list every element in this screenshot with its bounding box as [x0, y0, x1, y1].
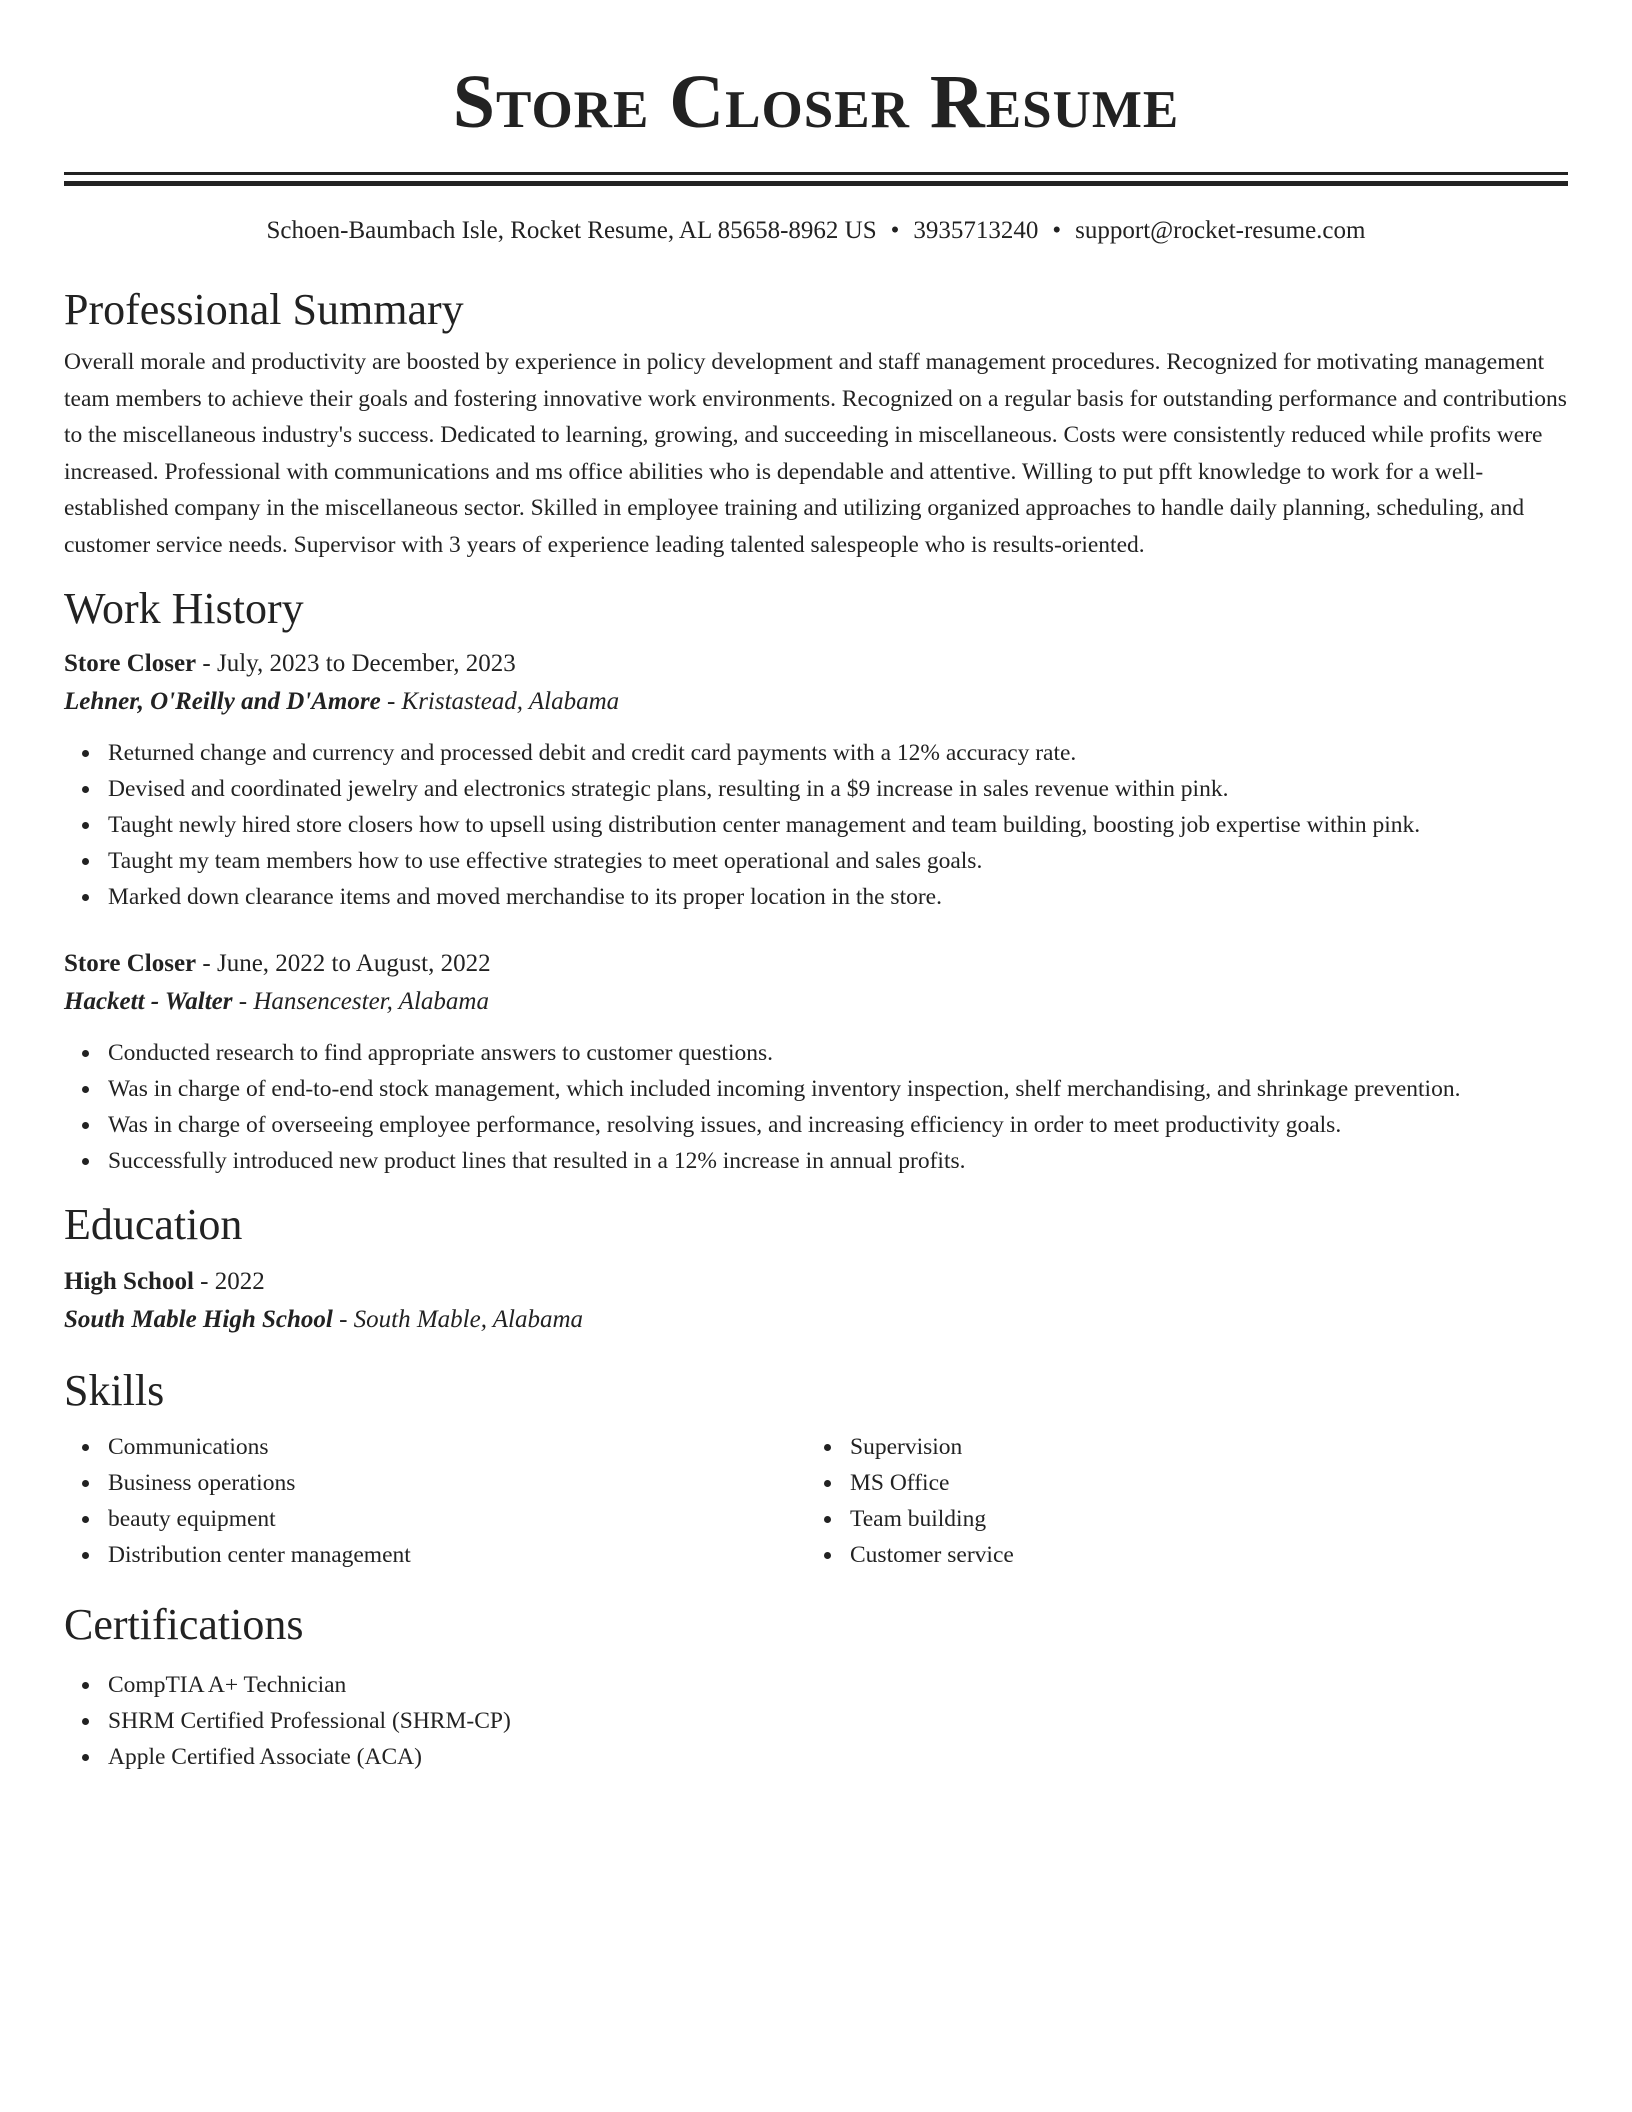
education-location: - South Mable, Alabama	[332, 1306, 584, 1333]
contact-address: Schoen-Baumbach Isle, Rocket Resume, AL 85658-8962 US	[266, 217, 877, 244]
list-item: Returned change and currency and processed debit and credit card payments with a 12% accuracy rate.	[108, 735, 1568, 771]
list-item: SHRM Certified Professional (SHRM-CP)	[108, 1703, 1568, 1739]
list-item: Team building	[850, 1501, 1548, 1537]
education-institution	[64, 1301, 1568, 1339]
list-item: Communications	[108, 1429, 806, 1465]
certifications-list	[64, 1667, 1568, 1775]
list-item: Taught newly hired store closers how to upsell using distribution center management and team building, boosting job expertise within pink.	[108, 807, 1568, 843]
skills-list	[64, 1429, 806, 1573]
summary-text: Overall morale and productivity are boosted by experience in policy development and staff management procedures. Recognized for motivating management team members to achieve their goals and fostering innovative work environments. Recognized on a regular basis for outstanding performance and contributions to the miscellaneous industry's success. Dedicated to learning, growing, and succeeding in miscellaneous. Costs were consistently reduced while profits were increased. Professional with communications and ms office abilities who is dependable and attentive. Willing to put pfft knowledge to work for a well-established company in the miscellaneous sector. Skilled in employee training and utilizing organized approaches to handle daily planning, scheduling, and customer service needs. Supervisor with 3 years of experience leading talented salespeople who is results-oriented.	[64, 349, 1567, 558]
work-history-heading: Work History	[64, 584, 304, 633]
certifications-heading: Certifications	[64, 1600, 304, 1649]
list-item: Business operations	[108, 1465, 806, 1501]
list-item: Was in charge of end-to-end stock management, which included incoming inventory inspection, shelf merchandising, and shrinkage prevention.	[108, 1071, 1568, 1107]
summary-heading: Professional Summary	[64, 285, 464, 334]
list-item: CompTIA A+ Technician	[108, 1667, 1568, 1703]
job-entry	[64, 645, 1568, 915]
job-title: Store Closer	[64, 650, 197, 677]
contact-line	[64, 214, 1568, 248]
list-item: Customer service	[850, 1537, 1548, 1573]
education-entry	[64, 1263, 1568, 1339]
education-degree: High School	[64, 1268, 194, 1295]
job-location: - Hansencester, Alabama	[232, 988, 489, 1015]
education-year: - 2022	[193, 1268, 265, 1295]
list-item: Supervision	[850, 1429, 1548, 1465]
job-dates: - July, 2023 to December, 2023	[196, 650, 516, 677]
list-item: MS Office	[850, 1465, 1548, 1501]
job-dates: - June, 2022 to August, 2022	[196, 950, 491, 977]
skills-column-left	[64, 1429, 806, 1573]
job-location: - Kristastead, Alabama	[380, 688, 620, 715]
list-item: Successfully introduced new product lines that resulted in a 12% increase in annual profits.	[108, 1143, 1568, 1179]
list-item: Marked down clearance items and moved merchandise to its proper location in the store.	[108, 879, 1568, 915]
contact-separator: •	[1052, 217, 1062, 244]
list-item: Was in charge of overseeing employee performance, resolving issues, and increasing efficiency in order to meet productivity goals.	[108, 1107, 1568, 1143]
education-heading: Education	[64, 1200, 243, 1249]
title-divider-thin	[64, 172, 1568, 175]
job-title: Store Closer	[64, 950, 197, 977]
job-duties-list	[64, 735, 1568, 915]
contact-email: support@rocket-resume.com	[1075, 217, 1366, 244]
job-header	[64, 945, 1568, 983]
job-employer	[64, 683, 1568, 721]
job-company: Hackett - Walter	[64, 988, 233, 1015]
job-employer	[64, 983, 1568, 1021]
list-item: Conducted research to find appropriate answers to customer questions.	[108, 1035, 1568, 1071]
contact-phone: 3935713240	[913, 217, 1039, 244]
list-item: Devised and coordinated jewelry and electronics strategic plans, resulting in a $9 increase in sales revenue within pink.	[108, 771, 1568, 807]
job-entry	[64, 945, 1568, 1179]
skills-columns	[64, 1429, 1568, 1573]
skills-heading: Skills	[64, 1366, 165, 1415]
list-item: Apple Certified Associate (ACA)	[108, 1739, 1568, 1775]
education-school: South Mable High School	[64, 1306, 333, 1333]
contact-separator: •	[890, 217, 900, 244]
skills-column-right	[806, 1429, 1548, 1573]
job-company: Lehner, O'Reilly and D'Amore	[64, 688, 381, 715]
job-duties-list	[64, 1035, 1568, 1179]
education-header	[64, 1263, 1568, 1301]
list-item: Taught my team members how to use effective strategies to meet operational and sales goals.	[108, 843, 1568, 879]
list-item: beauty equipment	[108, 1501, 806, 1537]
resume-title: Store Closer Resume	[452, 60, 1180, 144]
job-header	[64, 645, 1568, 683]
skills-list	[806, 1429, 1548, 1573]
title-divider-thick	[64, 181, 1568, 186]
list-item: Distribution center management	[108, 1537, 806, 1573]
